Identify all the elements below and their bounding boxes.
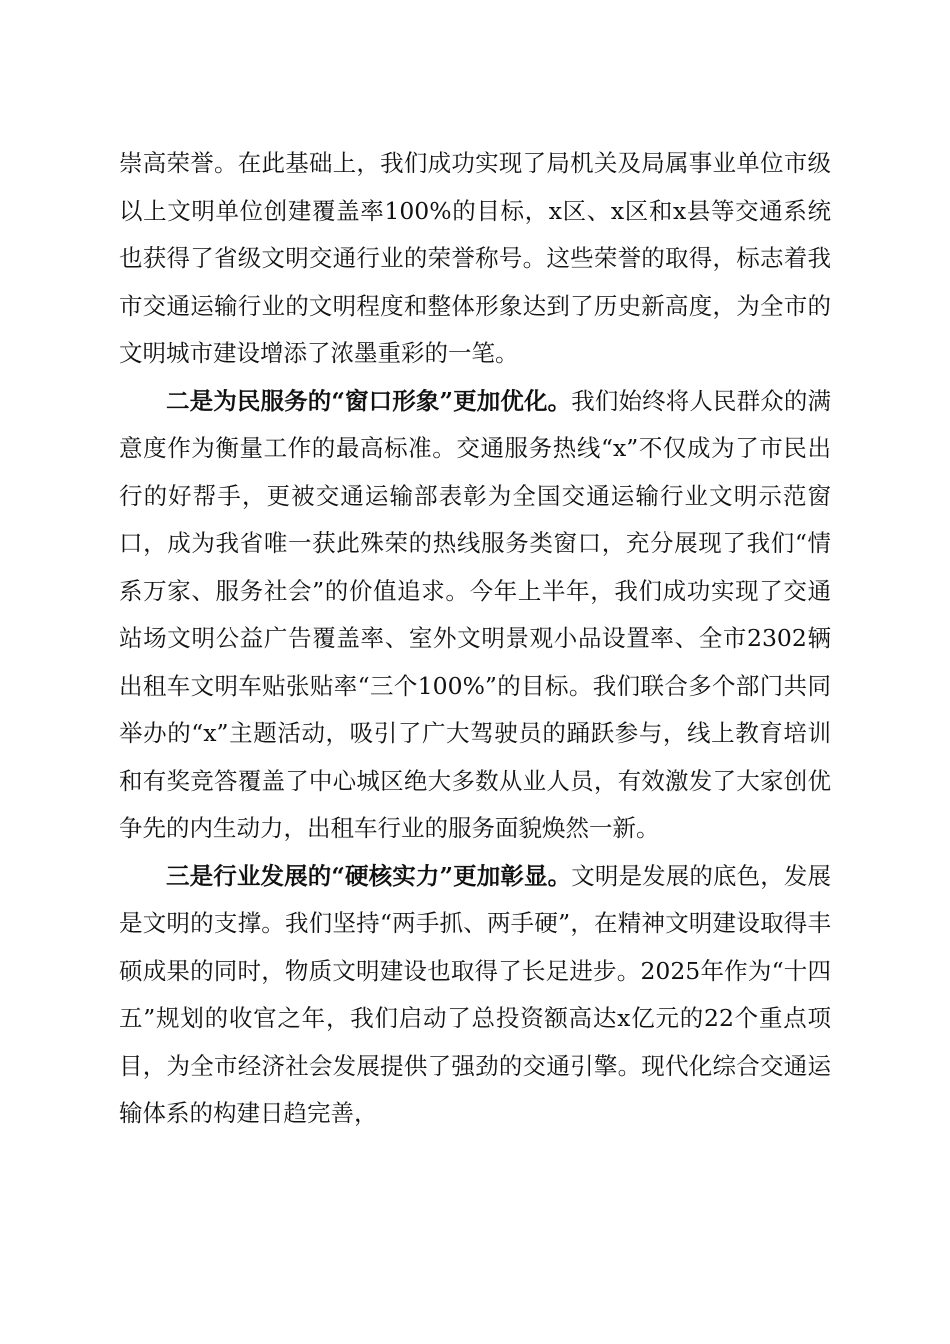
paragraph-1 <box>119 140 831 378</box>
paragraph-2 <box>119 378 831 853</box>
paragraph-3 <box>119 853 831 1138</box>
paragraph-2-heading: 二是为民服务的“窗口形象”更加优化。 <box>166 386 572 415</box>
paragraph-2-text: 我们始终将人民群众的满意度作为衡量工作的最高标准。交通服务热线“x”不仅成为了市民出行的好帮手，更被交通运输部表彰为全国交通运输行业文明示范窗口，成为我省唯一获此殊荣的热线服务类窗口，充分展现了我们“情系万家、服务社会”的价值追求。今年上半年，我们成功实现了交通站场文明公益广告覆盖率、室外文明景观小品设置率、全市2302辆出租车文明车贴张贴率“三个100%”的目标。我们联合多个部门共同举办的“x”主题活动，吸引了广大驾驶员的踊跃参与，线上教育培训和有奖竞答覆盖了中心城区绝大多数从业人员，有效激发了大家创优争先的内生动力，出租车行业的服务面貌焕然一新。 <box>119 386 831 842</box>
paragraph-3-heading: 三是行业发展的“硬核实力”更加彰显。 <box>166 861 572 890</box>
paragraph-1-text: 崇高荣誉。在此基础上，我们成功实现了局机关及局属事业单位市级以上文明单位创建覆盖率100%的目标，x区、x区和x县等交通系统也获得了省级文明交通行业的荣誉称号。这些荣誉的取得，标志着我市交通运输行业的文明程度和整体形象达到了历史新高度，为全市的文明城市建设增添了浓墨重彩的一笔。 <box>119 149 831 367</box>
document-body <box>119 140 831 1138</box>
paragraph-3-text: 文明是发展的底色，发展是文明的支撑。我们坚持“两手抓、两手硬”，在精神文明建设取得丰硕成果的同时，物质文明建设也取得了长足进步。2025年作为“十四五”规划的收官之年，我们启动了总投资额高达x亿元的22个重点项目，为全市经济社会发展提供了强劲的交通引擎。现代化综合交通运输体系的构建日趋完善， <box>119 861 831 1127</box>
